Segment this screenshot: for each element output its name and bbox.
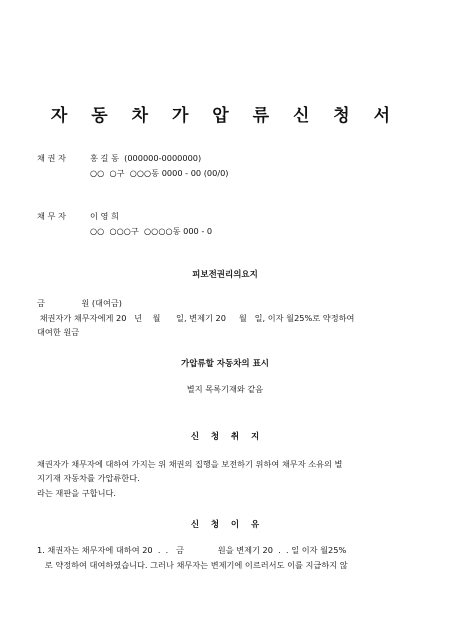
purpose-line-1: 채권자가 채무자에 대하여 가지는 위 채권의 집행을 보전하기 위하여 채무자 소유의 별: [37, 459, 343, 469]
preserved-claim-detail-cont: 대여한 원금: [37, 327, 80, 337]
purpose-line-2: 지기재 자동차를 가압류한다.: [37, 473, 140, 483]
purpose-line-3: 라는 재판을 구합니다.: [37, 488, 116, 498]
reason-line-1: 1. 채권자는 채무자에 대하여 20 . . 금 원을 변제기 20 . . 일 이자 월25%: [37, 545, 347, 555]
purpose-heading: 신 청 취 지: [190, 432, 260, 442]
debtor-label: 채 무 자: [37, 211, 66, 221]
preserved-claim-detail: 채권자가 채무자에게 20 년 월 일, 변제기 20 월 일, 이자 월25%로 약정하여: [37, 313, 355, 323]
preserved-claim-amount: 금 원 (대여금): [37, 298, 122, 308]
creditor-name: 홍 길 동 (000000-0000000): [90, 153, 202, 163]
creditor-address: ○○ ○구 ○○○동 0000 - 00 (00/0): [90, 168, 229, 178]
document-title: 자 동 차 가 압 류 신 청 서: [50, 106, 400, 126]
debtor-name: 이 영 희: [90, 211, 119, 221]
reason-heading: 신 청 이 유: [190, 520, 260, 530]
debtor-address: ○○ ○○○구 ○○○○동 000 - 0: [90, 226, 213, 236]
vehicle-text: 별지 목록기재와 같음: [186, 384, 264, 394]
creditor-label: 채 권 자: [37, 153, 66, 163]
preserved-claim-heading: 피보전권리의요지: [192, 270, 258, 280]
reason-line-2: 로 약정하여 대여하였습니다. 그러나 채무자는 변제기에 이르러서도 이를 지급하지 않: [37, 560, 348, 570]
vehicle-heading: 가압류할 자동차의 표시: [180, 359, 270, 369]
